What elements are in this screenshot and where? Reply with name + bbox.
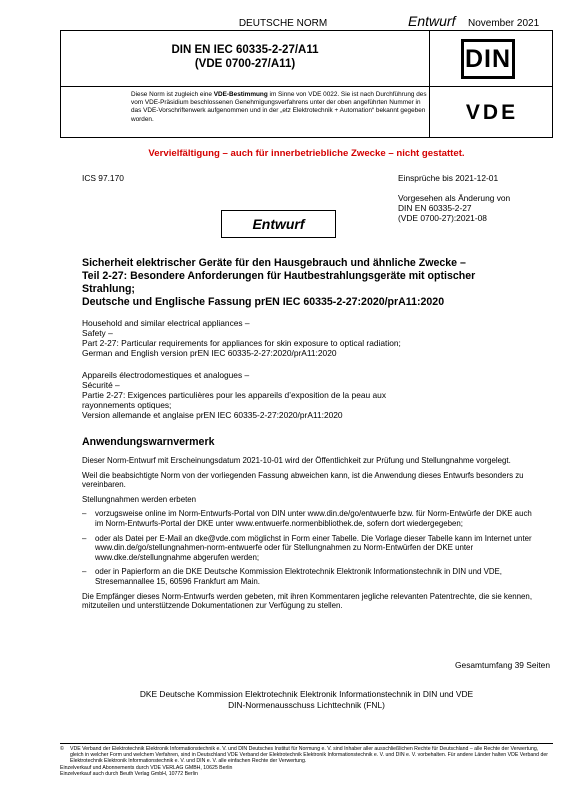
vde-note-bold: VDE-Bestimmung — [213, 91, 268, 98]
title-english-line4: German and English version prEN IEC 60335-2-27:2020/prA11:2020 — [82, 348, 337, 358]
title-french-line3: Partie 2-27: Exigences particulières pour les appareils d’exposition de la peau aux — [82, 390, 387, 400]
vde-logo: VDE — [465, 101, 519, 124]
norm-type-label: DEUTSCHE NORM — [238, 18, 328, 29]
objection-deadline: Einsprüche bis 2021-12-01 — [398, 173, 499, 183]
vde-note — [131, 91, 427, 124]
vde-note-pre: Diese Norm ist zugleich eine — [131, 91, 214, 98]
title-french-line2: Sécurité – — [82, 380, 120, 390]
list-item-text: oder in Papierform an die DKE Deutsche Kommission Elektrotechnik Elektronik Informationstechnik in DIN und VDE, Stresemannallee 15, 60596 Frankfurt am Main. — [95, 567, 502, 586]
title-english-line2: Safety – — [82, 328, 113, 338]
comment-options-list — [82, 509, 542, 586]
title-english — [82, 318, 552, 358]
sales-info-beuth: Einzelverkauf auch durch Beuth Verlag GmbH, 10772 Berlin — [60, 770, 198, 777]
committee-line1: DKE Deutsche Kommission Elektrotechnik Elektronik Informationstechnik in DIN und VDE — [139, 689, 474, 699]
intended-amendment-line1: Vorgesehen als Änderung von — [398, 193, 511, 203]
list-item-text: vorzugsweise online im Norm-Entwurfs-Portal von DIN unter www.din.de/go/entwuerfe bzw. für Norm-Entwürfe der DKE auch im Norm-Entwurfs-Portal der DKE unter www.entwuerfe.normenbibliothek.de, sofern dort wiedergegeben; — [95, 509, 532, 528]
entwurf-stamp: Entwurf — [221, 210, 336, 238]
din-logo — [461, 39, 515, 79]
title-german — [82, 257, 552, 309]
page-header — [0, 0, 566, 30]
section-heading: Anwendungswarnvermerk — [82, 436, 215, 448]
copyright-text: VDE Verband der Elektrotechnik Elektronik Informationstechnik e. V. und DIN Deutsches Institut für Normung e. V. sind Inhaber aller ausschließlichen Rechte für Deutschland – alle Rechte der Verwertung, gleich in welcher Form und welchem Verfahren, sind in Deutschland VDE Verband der Elektrotechnik Elektronik Informationstechnik e. V. und DIN e. V. vorbehalten. Für andere Länder halten VDE Verband der Elektrotechnik Elektronik Informationstechnik e. V. und DIN e. V. alle einfachen Rechte der Verwertung. — [70, 746, 548, 765]
frame-divider-horizontal — [61, 86, 552, 87]
list-item — [82, 567, 542, 586]
publication-date: November 2021 — [468, 18, 540, 29]
list-item — [82, 534, 542, 563]
title-english-line1: Household and similar electrical appliances – — [82, 318, 250, 328]
entwurf-header-label: Entwurf — [408, 13, 456, 29]
frame-divider-vertical — [429, 31, 430, 137]
list-item-text: oder als Datei per E-Mail an dke@vde.com möglichst in Form einer Tabelle. Die Vorlage dieser Tabelle kann im Internet unter www.din.de/go/stellungnahmen-norm-entwuerfe oder für Stellungnahmen zu Norm-Entwürfen der DKE unter www.dke.de/stellungnahme abgerufen werden; — [95, 533, 532, 562]
document-number-line1: DIN EN IEC 60335-2-27/A11 — [171, 44, 319, 56]
din-logo-text: DIN — [464, 45, 512, 73]
list-dash: – — [82, 533, 87, 543]
footer-divider — [60, 743, 553, 744]
paragraph-comments-requested: Stellungnahmen werden erbeten — [82, 494, 197, 504]
title-frame — [60, 30, 553, 138]
copyright-notice — [60, 746, 553, 765]
title-german-line3: Strahlung; — [82, 283, 135, 295]
intended-amendment-line2: DIN EN 60335-2-27 — [398, 203, 472, 213]
paragraph-publication: Dieser Norm-Entwurf mit Erscheinungsdatum 2021-10-01 wird der Öffentlichkeit zur Prüfung und Stellungnahme vorgelegt. — [82, 456, 511, 465]
title-french-line5: Version allemande et anglaise prEN IEC 60335-2-27:2020/prA11:2020 — [82, 410, 343, 420]
committee-info — [60, 689, 553, 710]
title-french-line4: rayonnements optiques; — [82, 400, 172, 410]
list-dash: – — [82, 509, 87, 519]
copyright-icon: © — [60, 746, 64, 752]
application-warning-text — [82, 456, 542, 616]
ics-code: ICS 97.170 — [82, 173, 124, 183]
document-number — [61, 43, 429, 71]
paragraph-agreement: Weil die beabsichtigte Norm von der vorliegenden Fassung abweichen kann, ist die Anwendung dieses Entwurfs besonders zu vereinbaren. — [82, 470, 524, 490]
list-item — [82, 509, 542, 528]
total-pages: Gesamtumfang 39 Seiten — [455, 660, 550, 670]
title-german-line2: Teil 2-27: Besondere Anforderungen für Hautbestrahlungsgeräte mit optischer — [82, 270, 476, 282]
page-footer — [60, 746, 553, 777]
title-german-line1: Sicherheit elektrischer Geräte für den Hausgebrauch und ähnliche Zwecke – — [82, 257, 466, 269]
title-french-line1: Appareils électrodomestiques et analogues – — [82, 370, 250, 380]
intended-amendment-line3: (VDE 0700-27):2021-08 — [398, 213, 487, 223]
sales-info-vde: Einzelverkauf und Abonnements durch VDE VERLAG GMBH, 10625 Berlin — [60, 764, 233, 771]
list-dash: – — [82, 567, 87, 577]
intended-amendment — [398, 193, 558, 223]
document-number-line2: (VDE 0700-27/A11) — [194, 58, 296, 70]
paragraph-patents: Die Empfänger dieses Norm-Entwurfs werden gebeten, mit ihren Kommentaren jegliche relevanten Patentrechte, die sie kennen, mitzuteilen und unterstützende Dokumentationen zur Verfügung zu stellen. — [82, 591, 533, 611]
vde-note-post: im Sinne von VDE 0022. Sie ist nach Durchführung des vom VDE-Präsidium beschlossenen Genehmigungsverfahrens unter der oben angeführten Nummer in das VDE-Vorschriftenwerk aufgenommen und in der „etz Elektrotechnik + Automation“ bekannt gegeben worden. — [131, 91, 427, 123]
title-french — [82, 370, 552, 420]
title-german-line4: Deutsche und Englische Fassung prEN IEC 60335-2-27:2020/prA11:2020 — [82, 296, 445, 308]
copy-warning: Vervielfältigung – auch für innerbetriebliche Zwecke – nicht gestattet. — [148, 148, 465, 159]
committee-line2: DIN-Normenausschuss Lichttechnik (FNL) — [228, 699, 385, 710]
title-english-line3: Part 2-27: Particular requirements for appliances for skin exposure to optical radiation; — [82, 338, 401, 348]
